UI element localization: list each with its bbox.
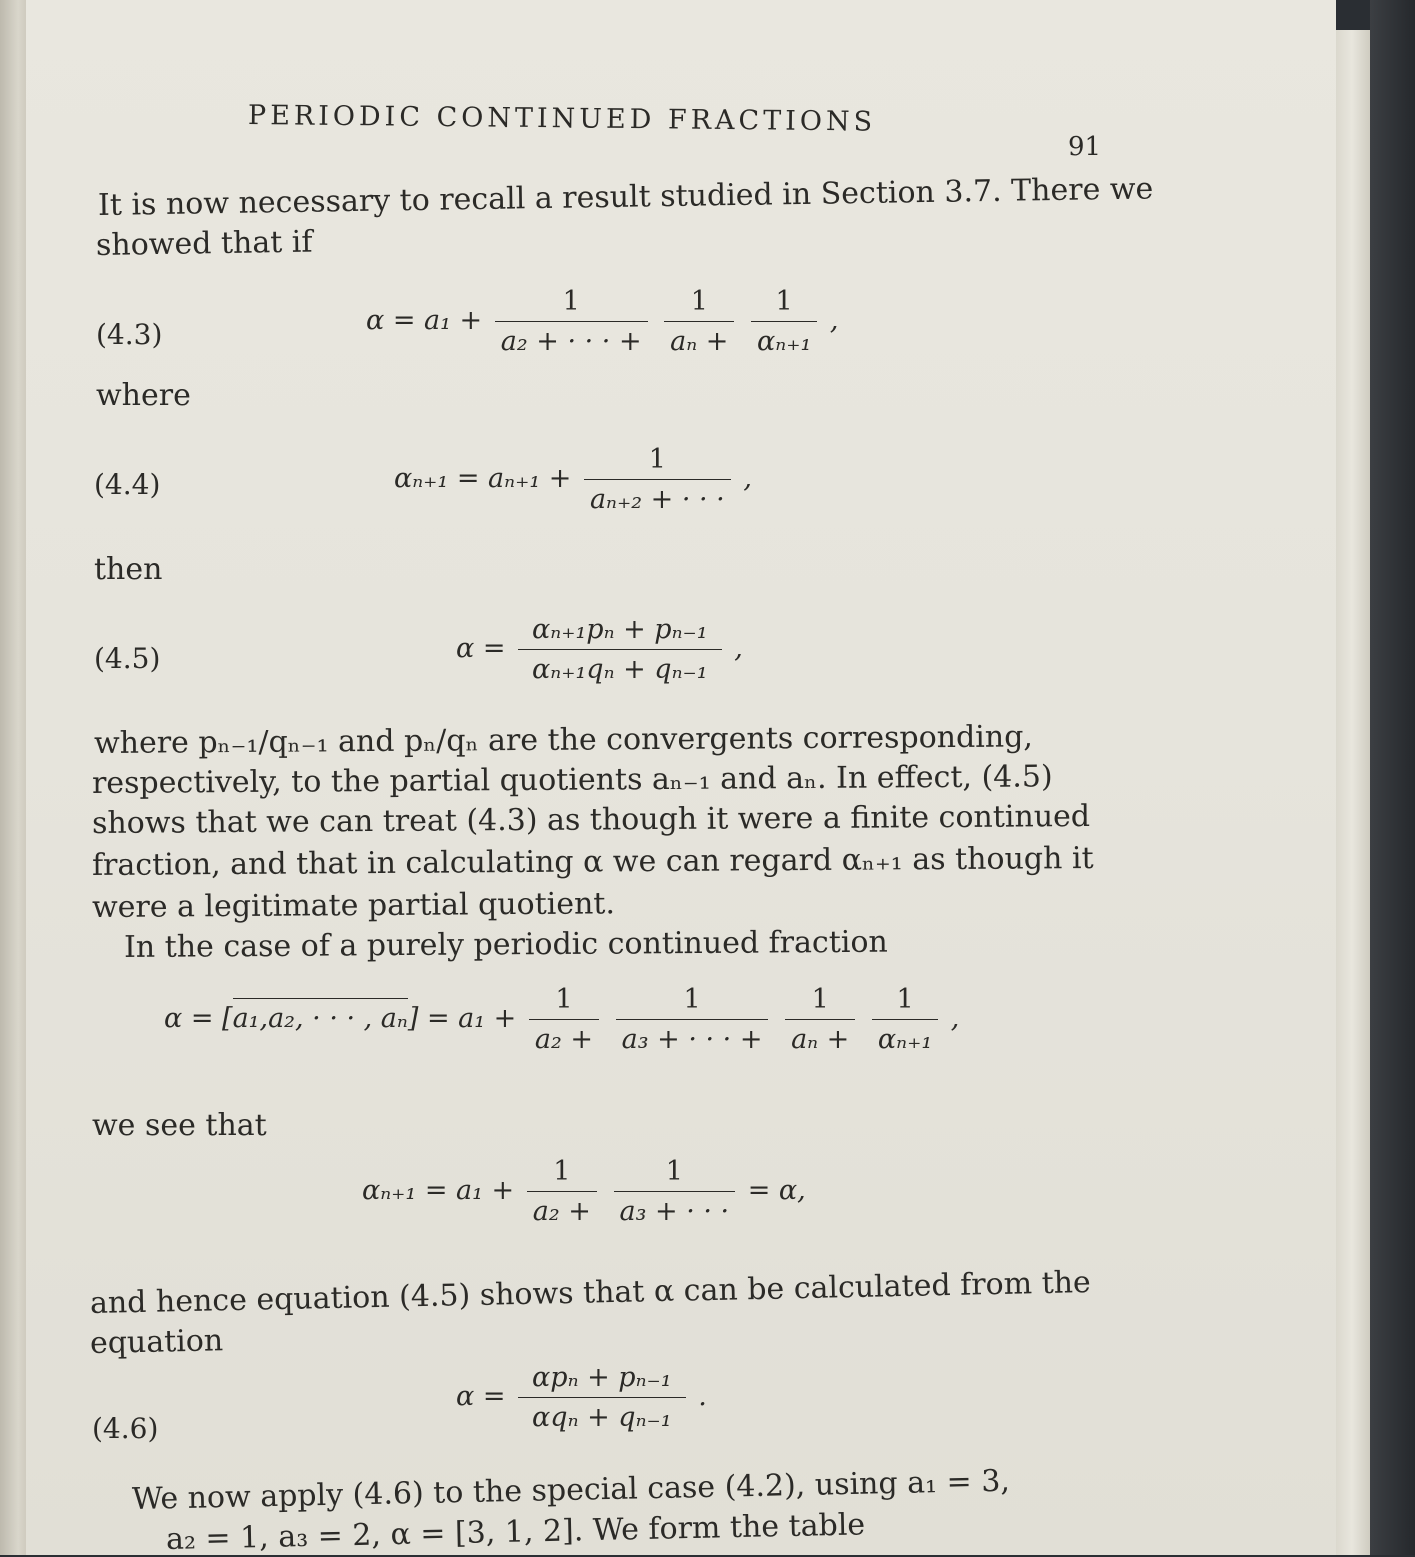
equation-4-6: [456, 1362, 707, 1433]
intro-line-2: showed that if: [95, 224, 313, 263]
eq45-lhs: α =: [456, 633, 506, 664]
running-head: PERIODIC CONTINUED FRACTIONS: [247, 100, 877, 138]
equation-4-5: [456, 614, 743, 685]
alpha-eq-lhs: αₙ₊₁ = a₁ +: [362, 1175, 515, 1206]
where-1: where: [96, 378, 191, 413]
eq44-den: aₙ₊₂ + · · ·: [589, 484, 725, 515]
eq46-num: αpₙ + pₙ₋₁: [518, 1362, 686, 1398]
eq43-den-1: a₂ + · · · +: [500, 326, 642, 357]
periodic-comma: ,: [950, 1003, 960, 1034]
para3-line-1: In the case of a purely periodic continued fraction: [123, 924, 888, 965]
eq43-fraction-3: [751, 286, 817, 357]
we-see-that: we see that: [92, 1108, 267, 1143]
periodic-fraction-4: [872, 984, 938, 1055]
eq43-fraction-2: [664, 286, 734, 357]
alpha-eq-num-2: 1: [614, 1156, 736, 1192]
alpha-eq-num-1: 1: [527, 1156, 597, 1192]
eq43-den-2: aₙ +: [670, 326, 729, 357]
eq45-den: αₙ₊₁qₙ + qₙ₋₁: [532, 654, 708, 685]
periodic-den-4: αₙ₊₁: [877, 1024, 933, 1055]
equation-label-4-3: (4.3): [96, 318, 163, 351]
eq43-den-3: αₙ₊₁: [757, 326, 812, 357]
eq43-num-2: 1: [664, 286, 734, 322]
left-page-edge: [0, 0, 26, 1555]
periodic-mid: ] = a₁ +: [407, 1003, 517, 1034]
alpha-eq-fraction-2: [614, 1156, 736, 1227]
equation-periodic: [164, 984, 959, 1055]
periodic-den-2: a₃ + · · · +: [621, 1024, 763, 1055]
para4-line-1: and hence equation (4.5) shows that α can be calculated from the: [89, 1265, 1092, 1321]
then: then: [94, 552, 163, 587]
page-number: 91: [1068, 132, 1102, 162]
periodic-overline-block: a₁,a₂, · · · , aₙ: [233, 998, 408, 1034]
para2-line-4: fraction, and that in calculating α we can regard αₙ₊₁ as though it: [91, 841, 1094, 883]
alpha-eq-fraction-1: [527, 1156, 597, 1227]
periodic-lhs: α = [: [164, 1003, 233, 1034]
periodic-num-4: 1: [872, 984, 938, 1020]
para2-line-1: where pₙ₋₁/qₙ₋₁ and pₙ/qₙ are the convergents corresponding,: [93, 719, 1034, 761]
para5-line-1: We now apply (4.6) to the special case (4.2), using a₁ = 3,: [131, 1463, 1011, 1517]
periodic-fraction-3: [785, 984, 855, 1055]
eq46-lhs: α =: [456, 1381, 506, 1412]
book-page: [26, 0, 1336, 1555]
periodic-num-1: 1: [529, 984, 599, 1020]
equation-4-4: [394, 444, 752, 515]
alpha-eq-den-2: a₃ + · · ·: [619, 1196, 730, 1227]
periodic-num-3: 1: [785, 984, 855, 1020]
para2-line-3: shows that we can treat (4.3) as though it were a finite continued: [91, 799, 1091, 841]
eq43-num-3: 1: [751, 286, 817, 322]
periodic-num-2: 1: [616, 984, 769, 1020]
eq44-num: 1: [584, 444, 731, 480]
periodic-den-1: a₂ +: [534, 1024, 594, 1055]
eq43-num-1: 1: [495, 286, 648, 322]
periodic-fraction-1: [529, 984, 599, 1055]
eq43-fraction-1: [495, 286, 648, 357]
alpha-eq-den-1: a₂ +: [532, 1196, 591, 1227]
eq45-fraction: [518, 614, 722, 685]
eq46-den: αqₙ + qₙ₋₁: [532, 1402, 672, 1433]
intro-line-1: It is now necessary to recall a result studied in Section 3.7. There we: [97, 171, 1154, 223]
right-page-stack: [1330, 30, 1370, 1555]
eq44-lhs: αₙ₊₁ = aₙ₊₁ +: [394, 463, 572, 494]
eq45-num: αₙ₊₁pₙ + pₙ₋₁: [518, 614, 722, 650]
equation-4-3: [366, 286, 838, 357]
equation-label-4-6: (4.6): [92, 1412, 159, 1445]
background-shadow: [1370, 0, 1415, 1555]
equation-label-4-5: (4.5): [94, 642, 161, 675]
eq43-lhs: α = a₁ +: [366, 305, 483, 336]
eq44-fraction: [584, 444, 731, 515]
eq46-fraction: [518, 1362, 686, 1433]
para2-line-2: respectively, to the partial quotients aₙ₋₁ and aₙ. In effect, (4.5): [91, 759, 1053, 801]
periodic-den-3: aₙ +: [791, 1024, 850, 1055]
eq44-comma: ,: [743, 463, 752, 494]
periodic-fraction-2: [616, 984, 769, 1055]
equation-label-4-4: (4.4): [94, 468, 161, 501]
alpha-eq-tail: = α,: [747, 1175, 806, 1206]
eq43-comma: ,: [829, 305, 839, 336]
para5-line-2: a₂ = 1, a₃ = 2, α = [3, 1, 2]. We form the table: [165, 1507, 866, 1557]
para4-line-2: equation: [89, 1323, 224, 1361]
equation-alpha-n-plus-1: [362, 1156, 806, 1227]
eq45-comma: ,: [734, 633, 743, 664]
eq46-period: .: [698, 1381, 707, 1412]
para2-line-5: were a legitimate partial quotient.: [91, 886, 616, 925]
